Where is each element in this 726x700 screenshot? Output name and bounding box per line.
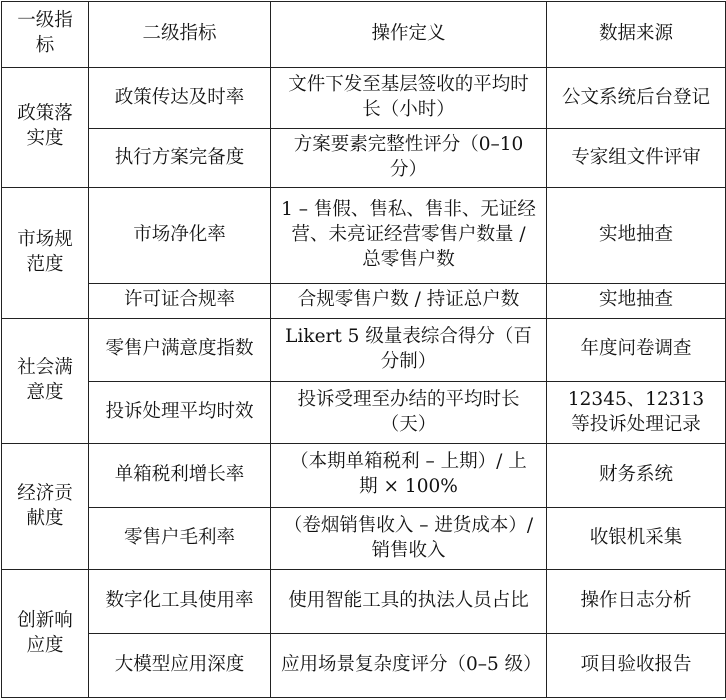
table-row: [2, 188, 726, 284]
source-cell: 实地抽查: [547, 283, 726, 318]
source-cell: 12345、12313 等投诉处理记录: [547, 382, 726, 444]
definition-cell: 应用场景复杂度评分（0–5 级）: [271, 634, 547, 698]
table-row: [2, 634, 726, 698]
indicator-cell: 大模型应用深度: [89, 634, 271, 698]
table-header-row: [2, 2, 726, 68]
header-level2: 二级指标: [89, 2, 271, 68]
table-row: [2, 129, 726, 188]
indicator-cell: 零售户毛利率: [89, 507, 271, 570]
table-row: [2, 318, 726, 382]
indicator-cell: 执行方案完备度: [89, 129, 271, 188]
source-cell: 年度问卷调查: [547, 318, 726, 382]
source-cell: 收银机采集: [547, 507, 726, 570]
table-row: [2, 507, 726, 570]
source-cell: 专家组文件评审: [547, 129, 726, 188]
source-cell: 操作日志分析: [547, 570, 726, 634]
indicator-cell: 市场净化率: [89, 188, 271, 284]
header-level1: 一级指标: [2, 2, 89, 68]
definition-cell: 使用智能工具的执法人员占比: [271, 570, 547, 634]
definition-cell: 文件下发至基层签收的平均时长（小时）: [271, 67, 547, 129]
table-row: [2, 67, 726, 129]
indicator-cell: 投诉处理平均时效: [89, 382, 271, 444]
source-cell: 公文系统后台登记: [547, 67, 726, 129]
group-name: 创新响应度: [2, 570, 89, 698]
indicator-cell: 零售户满意度指数: [89, 318, 271, 382]
group-name: 社会满意度: [2, 318, 89, 443]
definition-cell: （本期单箱税利 – 上期）/ 上期 × 100%: [271, 444, 547, 508]
table-row: [2, 570, 726, 634]
definition-cell: 合规零售户数 / 持证总户数: [271, 283, 547, 318]
group-name: 政策落实度: [2, 67, 89, 187]
indicator-table: [1, 1, 726, 698]
group-name: 市场规范度: [2, 188, 89, 319]
table-row: [2, 444, 726, 508]
indicator-cell: 许可证合规率: [89, 283, 271, 318]
definition-cell: 方案要素完整性评分（0–10 分）: [271, 129, 547, 188]
header-definition: 操作定义: [271, 2, 547, 68]
group-name: 经济贡献度: [2, 444, 89, 570]
header-source: 数据来源: [547, 2, 726, 68]
table-row: [2, 283, 726, 318]
source-cell: 项目验收报告: [547, 634, 726, 698]
definition-cell: 1 – 售假、售私、售非、无证经营、未亮证经营零售户数量 / 总零售户数: [271, 188, 547, 284]
definition-cell: （卷烟销售收入 – 进货成本）/ 销售收入: [271, 507, 547, 570]
indicator-cell: 政策传达及时率: [89, 67, 271, 129]
definition-cell: 投诉受理至办结的平均时长（天）: [271, 382, 547, 444]
table-row: [2, 382, 726, 444]
source-cell: 实地抽查: [547, 188, 726, 284]
indicator-cell: 数字化工具使用率: [89, 570, 271, 634]
source-cell: 财务系统: [547, 444, 726, 508]
indicator-cell: 单箱税利增长率: [89, 444, 271, 508]
definition-cell: Likert 5 级量表综合得分（百分制）: [271, 318, 547, 382]
